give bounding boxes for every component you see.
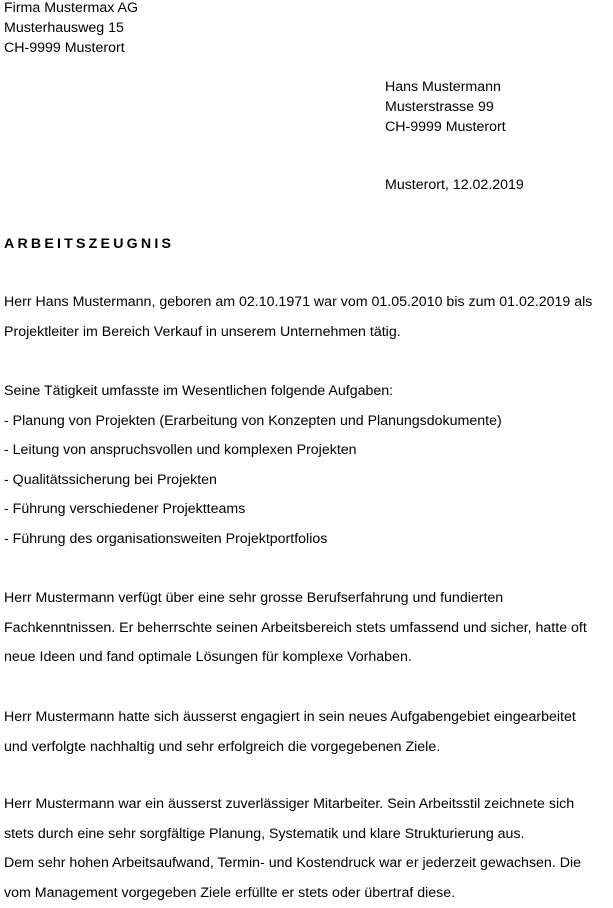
sender-city: CH-9999 Musterort <box>4 38 138 58</box>
sender-company: Firma Mustermax AG <box>4 0 138 18</box>
text-line: Herr Mustermann war ein äusserst zuverlässiger Mitarbeiter. Sein Arbeitsstil zeichnete sich <box>4 790 581 820</box>
tasks-section <box>4 377 502 554</box>
recipient-street: Musterstrasse 99 <box>385 97 506 117</box>
text-line: Herr Mustermann verfügt über eine sehr grosse Berufserfahrung und fundierten <box>4 584 587 614</box>
task-item: - Führung des organisationsweiten Projektportfolios <box>4 525 502 555</box>
text-line: Herr Mustermann hatte sich äusserst engagiert in sein neues Aufgabengebiet eingearbeitet <box>4 703 576 733</box>
task-item: - Planung von Projekten (Erarbeitung von Konzepten und Planungsdokumente) <box>4 407 502 437</box>
text-line: neue Ideen und fand optimale Lösungen für komplexe Vorhaben. <box>4 643 587 673</box>
task-item: - Leitung von anspruchsvollen und komplexen Projekten <box>4 436 502 466</box>
text-line: Fachkenntnissen. Er beherrschte seinen Arbeitsbereich stets umfassend und sicher, hatte oft <box>4 614 587 644</box>
reliability-paragraph <box>4 790 581 908</box>
text-line: Dem sehr hohen Arbeitsaufwand, Termin- und Kostendruck war er jederzeit gewachsen. Die <box>4 849 581 879</box>
text-line: stets durch eine sehr sorgfältige Planung, Systematik und klare Strukturierung aus. <box>4 820 581 850</box>
tasks-intro: Seine Tätigkeit umfasste im Wesentlichen folgende Aufgaben: <box>4 377 502 407</box>
recipient-address <box>385 77 506 137</box>
recipient-city: CH-9999 Musterort <box>385 117 506 137</box>
engagement-paragraph <box>4 703 576 762</box>
date-line: Musterort, 12.02.2019 <box>385 175 524 195</box>
text-line: Herr Hans Mustermann, geboren am 02.10.1971 war vom 01.05.2010 bis zum 01.02.2019 als <box>4 288 592 318</box>
task-item: - Führung verschiedener Projektteams <box>4 495 502 525</box>
sender-address <box>4 0 138 58</box>
text-line: vom Management vorgegeben Ziele erfüllte er stets oder übertraf diese. <box>4 879 581 908</box>
document-title: ARBEITSZEUGNIS <box>4 234 174 254</box>
text-line: und verfolgte nachhaltig und sehr erfolgreich die vorgegebenen Ziele. <box>4 733 576 763</box>
sender-street: Musterhausweg 15 <box>4 18 138 38</box>
text-line: Projektleiter im Bereich Verkauf in unserem Unternehmen tätig. <box>4 318 592 348</box>
recipient-name: Hans Mustermann <box>385 77 506 97</box>
expertise-paragraph <box>4 584 587 673</box>
task-item: - Qualitätssicherung bei Projekten <box>4 466 502 496</box>
intro-paragraph <box>4 288 592 347</box>
